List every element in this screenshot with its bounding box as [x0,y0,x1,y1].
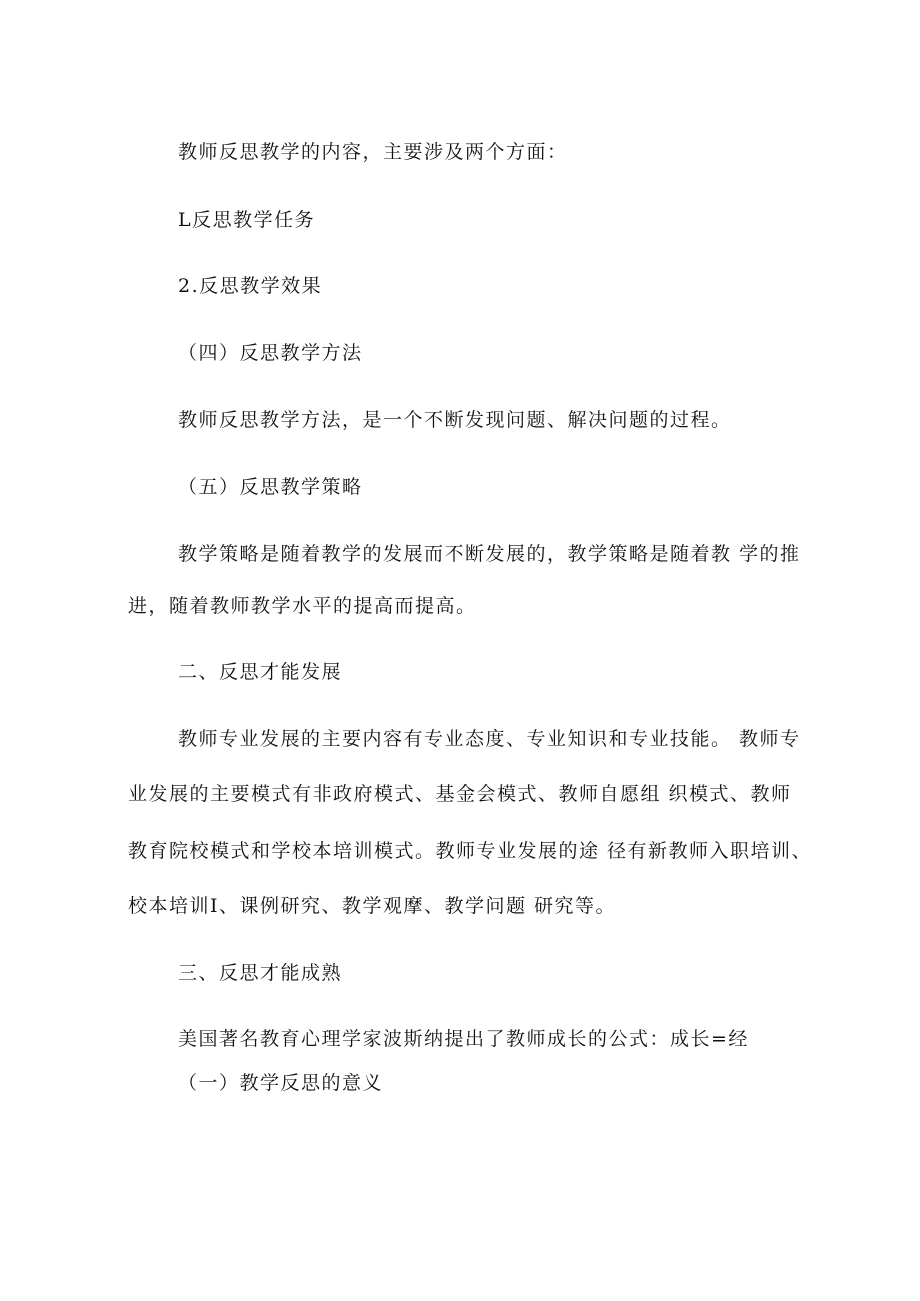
subsection-heading-1: （一）教学反思的意义 [178,1072,384,1094]
paragraph-strategy-line-2: 进，随着教师教学水平的提高而提高。 [128,595,477,617]
paragraph-intro: 教师反思教学的内容，主要涉及两个方面： [178,141,568,163]
section-heading-3: 三、反思才能成熟 [178,962,343,984]
section-heading-5: （五）反思教学策略 [178,476,363,498]
list-item-1: L反思教学任务 [178,209,316,231]
paragraph-development-line-4: 校本培训I、课例研究、教学观摩、教学问题 研究等。 [128,895,617,917]
section-heading-4: （四）反思教学方法 [178,342,363,364]
list-item-2: 2.反思教学效果 [178,275,323,297]
paragraph-development-line-1: 教师专业发展的主要内容有专业态度、专业知识和专业技能。 教师专 [178,728,801,750]
section-heading-2: 二、反思才能发展 [178,661,343,683]
paragraph-development-line-3: 教育院校模式和学校本培训模式。教师专业发展的途 径有新教师入职培训、 [128,840,813,862]
paragraph-strategy-line-1: 教学策略是随着教学的发展而不断发展的，教学策略是随着教 学的推 [178,543,801,565]
paragraph-maturity: 美国著名教育心理学家波斯纳提出了教师成长的公式：成长=经 [178,1028,749,1050]
paragraph-development-line-2: 业发展的主要模式有非政府模式、基金会模式、教师自愿组 织模式、教师 [128,783,792,805]
paragraph-methods: 教师反思教学方法，是一个不断发现问题、解决问题的过程。 [178,409,732,431]
